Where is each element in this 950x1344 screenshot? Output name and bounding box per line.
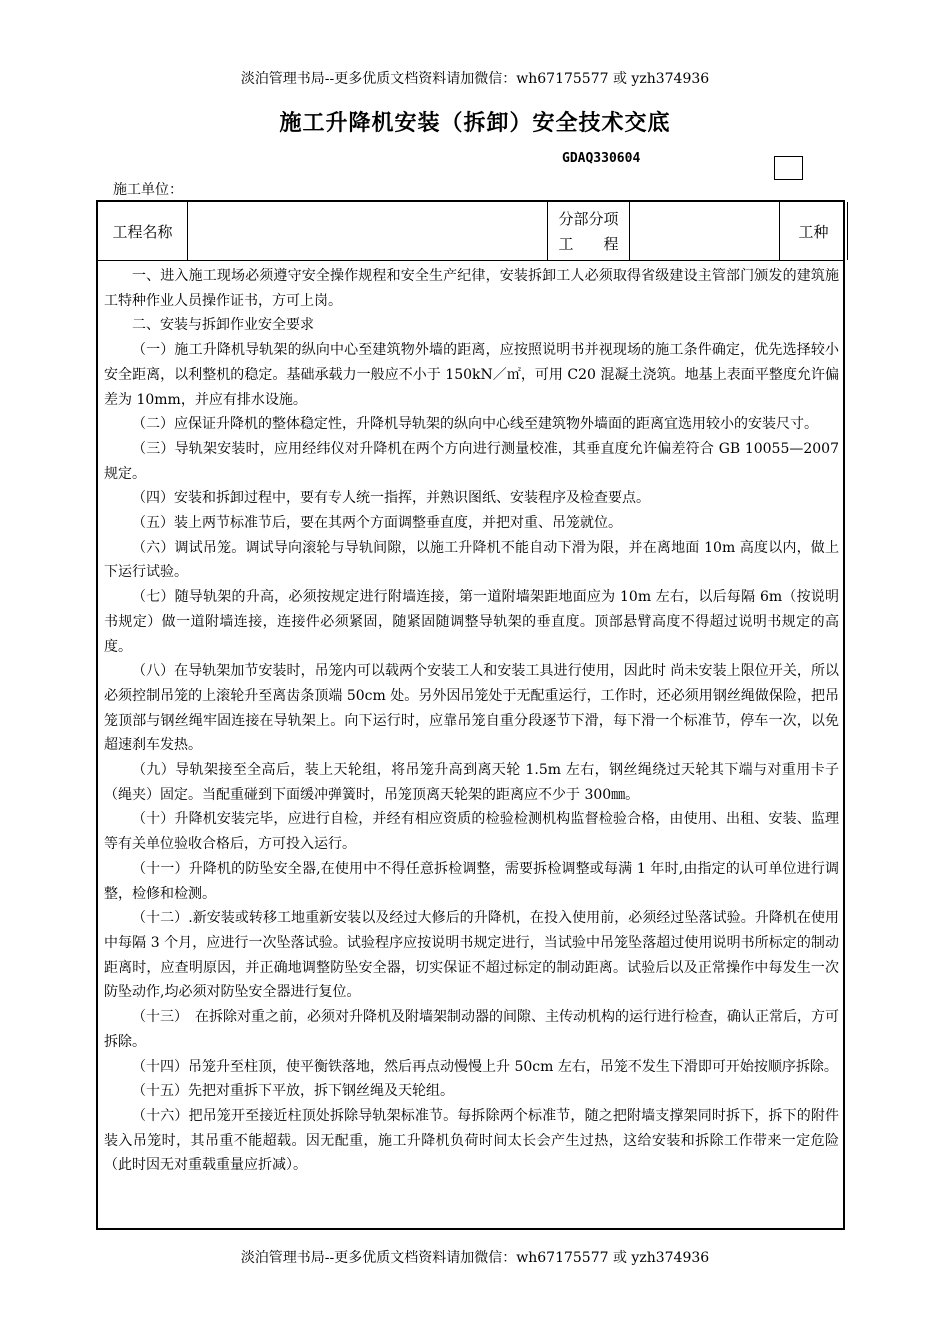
disclosure-content xyxy=(104,264,839,1178)
paragraph: （四）安装和拆卸过程中，要有专人统一指挥，并熟识图纸、安装程序及检查要点。 xyxy=(132,490,650,507)
page-header: 淡泊管理书局--更多优质文档资料请加微信：wh67175577 或 yzh374936 xyxy=(240,71,710,87)
paragraph: （十三） 在拆除对重之前，必须对升降机及附墙架制动器的间隙、主传动机构的运行进行检查，确认正常后，方可拆除。 xyxy=(104,1009,839,1050)
paragraph: （五）装上两节标准节后，要在其两个方面调整垂直度，并把对重、吊笼就位。 xyxy=(132,515,622,532)
table-header-row xyxy=(98,202,843,261)
work-type-value xyxy=(848,202,945,260)
paragraph: 一、进入施工现场必须遵守安全操作规程和安全生产纪律，安装拆卸工人必须取得省级建设主管部门颁发的建筑施工特种作业人员操作证书，方可上岗。 xyxy=(104,268,839,309)
paragraph: （七）随导轨架的升高，必须按规定进行附墙连接，第一道附墙架距地面应为 10m 左右，以后每隔 6m（按说明书规定）做一道附墙连接，连接件必须紧固，随紧固随调整导轨架的垂直度。顶部悬臂高度不得超过说明书规定的高度。 xyxy=(104,589,839,655)
page-footer: 淡泊管理书局--更多优质文档资料请加微信：wh67175577 或 yzh374936 xyxy=(240,1250,710,1266)
sub-project-label xyxy=(548,202,630,260)
paragraph: （三）导轨架安装时，应用经纬仪对升降机在两个方向进行测量校准，其垂直度允许偏差符合 GB 10055—2007 规定。 xyxy=(104,440,839,482)
paragraph: （十一）升降机的防坠安全器,在使用中不得任意拆检调整，需要拆检调整或每满 1 年时,由指定的认可单位进行调整，检修和检测。 xyxy=(104,860,839,902)
paragraph: （十六）把吊笼开至接近柱顶处拆除导轨架标准节。每拆除两个标准节，随之把附墙支撑架同时拆下，拆下的附件装入吊笼时，其吊重不能超载。因无配重，施工升降机负荷时间太长会产生过热，这给安装和拆除工作带来一定危险（此时因无对重载重量应折减）。 xyxy=(104,1107,839,1174)
paragraph: （十二）.新安装或转移工地重新安装以及经过大修后的升降机，在投入使用前，必须经过坠落试验。升降机在使用中每隔 3 个月，应进行一次坠落试验。试验程序应按说明书规定进行，当试验中吊笼坠落超过使用说明书所标定的制动距离时，应查明原因，并正确地调整防坠安全器，切实保证不超过标定的制动距离。试验后以及正常操作中每发生一次防坠动作,均必须对防坠安全器进行复位。 xyxy=(104,910,839,1001)
paragraph: （十四）吊笼升至柱顶，使平衡铁落地，然后再点动慢慢上升 50cm 左右，吊笼不发生下滑即可开始按顺序拆除。 xyxy=(132,1058,838,1075)
paragraph: （二）应保证升降机的整体稳定性，升降机导轨架的纵向中心线至建筑物外墙面的距离宜选用较小的安装尺寸。 xyxy=(132,416,818,433)
paragraph: （十五）先把对重拆下平放，拆下钢丝绳及天轮组。 xyxy=(132,1083,454,1100)
project-name-value xyxy=(188,202,548,260)
paragraph: （八）在导轨架加节安装时，吊笼内可以载两个安装工人和安装工具进行使用，因此时 尚未安装上限位开关，所以必须控制吊笼的上滚轮升至离齿条顶端 50cm 处。另外因吊笼处于无配重运行，工作时，还必须用钢丝绳做保险，把吊笼顶部与钢丝绳牢固连接在导轨架上。向下运行时，应靠吊笼自重分段逐节下滑，每下滑一个标准节，停车一次，以免超速刹车发热。 xyxy=(104,663,839,754)
construction-unit-label: 施工单位： xyxy=(113,182,183,198)
document-code: GDAQ330604 xyxy=(562,151,641,166)
checkbox-box xyxy=(774,156,803,180)
sub-project-value xyxy=(630,202,780,260)
paragraph: （一）施工升降机导轨架的纵向中心至建筑物外墙的距离，应按照说明书并视现场的施工条件确定，优先选择较小安全距离，以利整机的稳定。基础承载力一般应不小于 150kN／㎡，可用 C20 混凝土浇筑。地基上表面平整度允许偏差为 10mm，并应有排水设施。 xyxy=(104,342,839,408)
disclosure-table xyxy=(96,200,845,1230)
paragraph: （十）升降机安装完毕，应进行自检，并经有相应资质的检验检测机构监督检验合格，由使用、出租、安装、监理等有关单位验收合格后，方可投入运行。 xyxy=(104,811,839,853)
sub-project-label-line2: 工 程 xyxy=(558,235,619,253)
paragraph: （九）导轨架接至全高后，装上天轮组，将吊笼升高到离天轮 1.5m 左右，钢丝绳绕过天轮其下端与对重用卡子（绳夹）固定。当配重碰到下面缓冲弹簧时，吊笼顶离天轮架的距离应不少于 300㎜。 xyxy=(104,762,839,803)
project-name-label: 工程名称 xyxy=(98,202,188,260)
work-type-label: 工种 xyxy=(780,202,848,260)
sub-project-label-line1: 分部分项 xyxy=(558,210,619,228)
paragraph: 二、安装与拆卸作业安全要求 xyxy=(132,317,314,334)
document-title: 施工升降机安装（拆卸）安全技术交底 xyxy=(279,110,671,136)
paragraph: （六）调试吊笼。调试导向滚轮与导轨间隙，以施工升降机不能自动下滑为限，并在离地面 10m 高度以内，做上下运行试验。 xyxy=(104,539,839,581)
